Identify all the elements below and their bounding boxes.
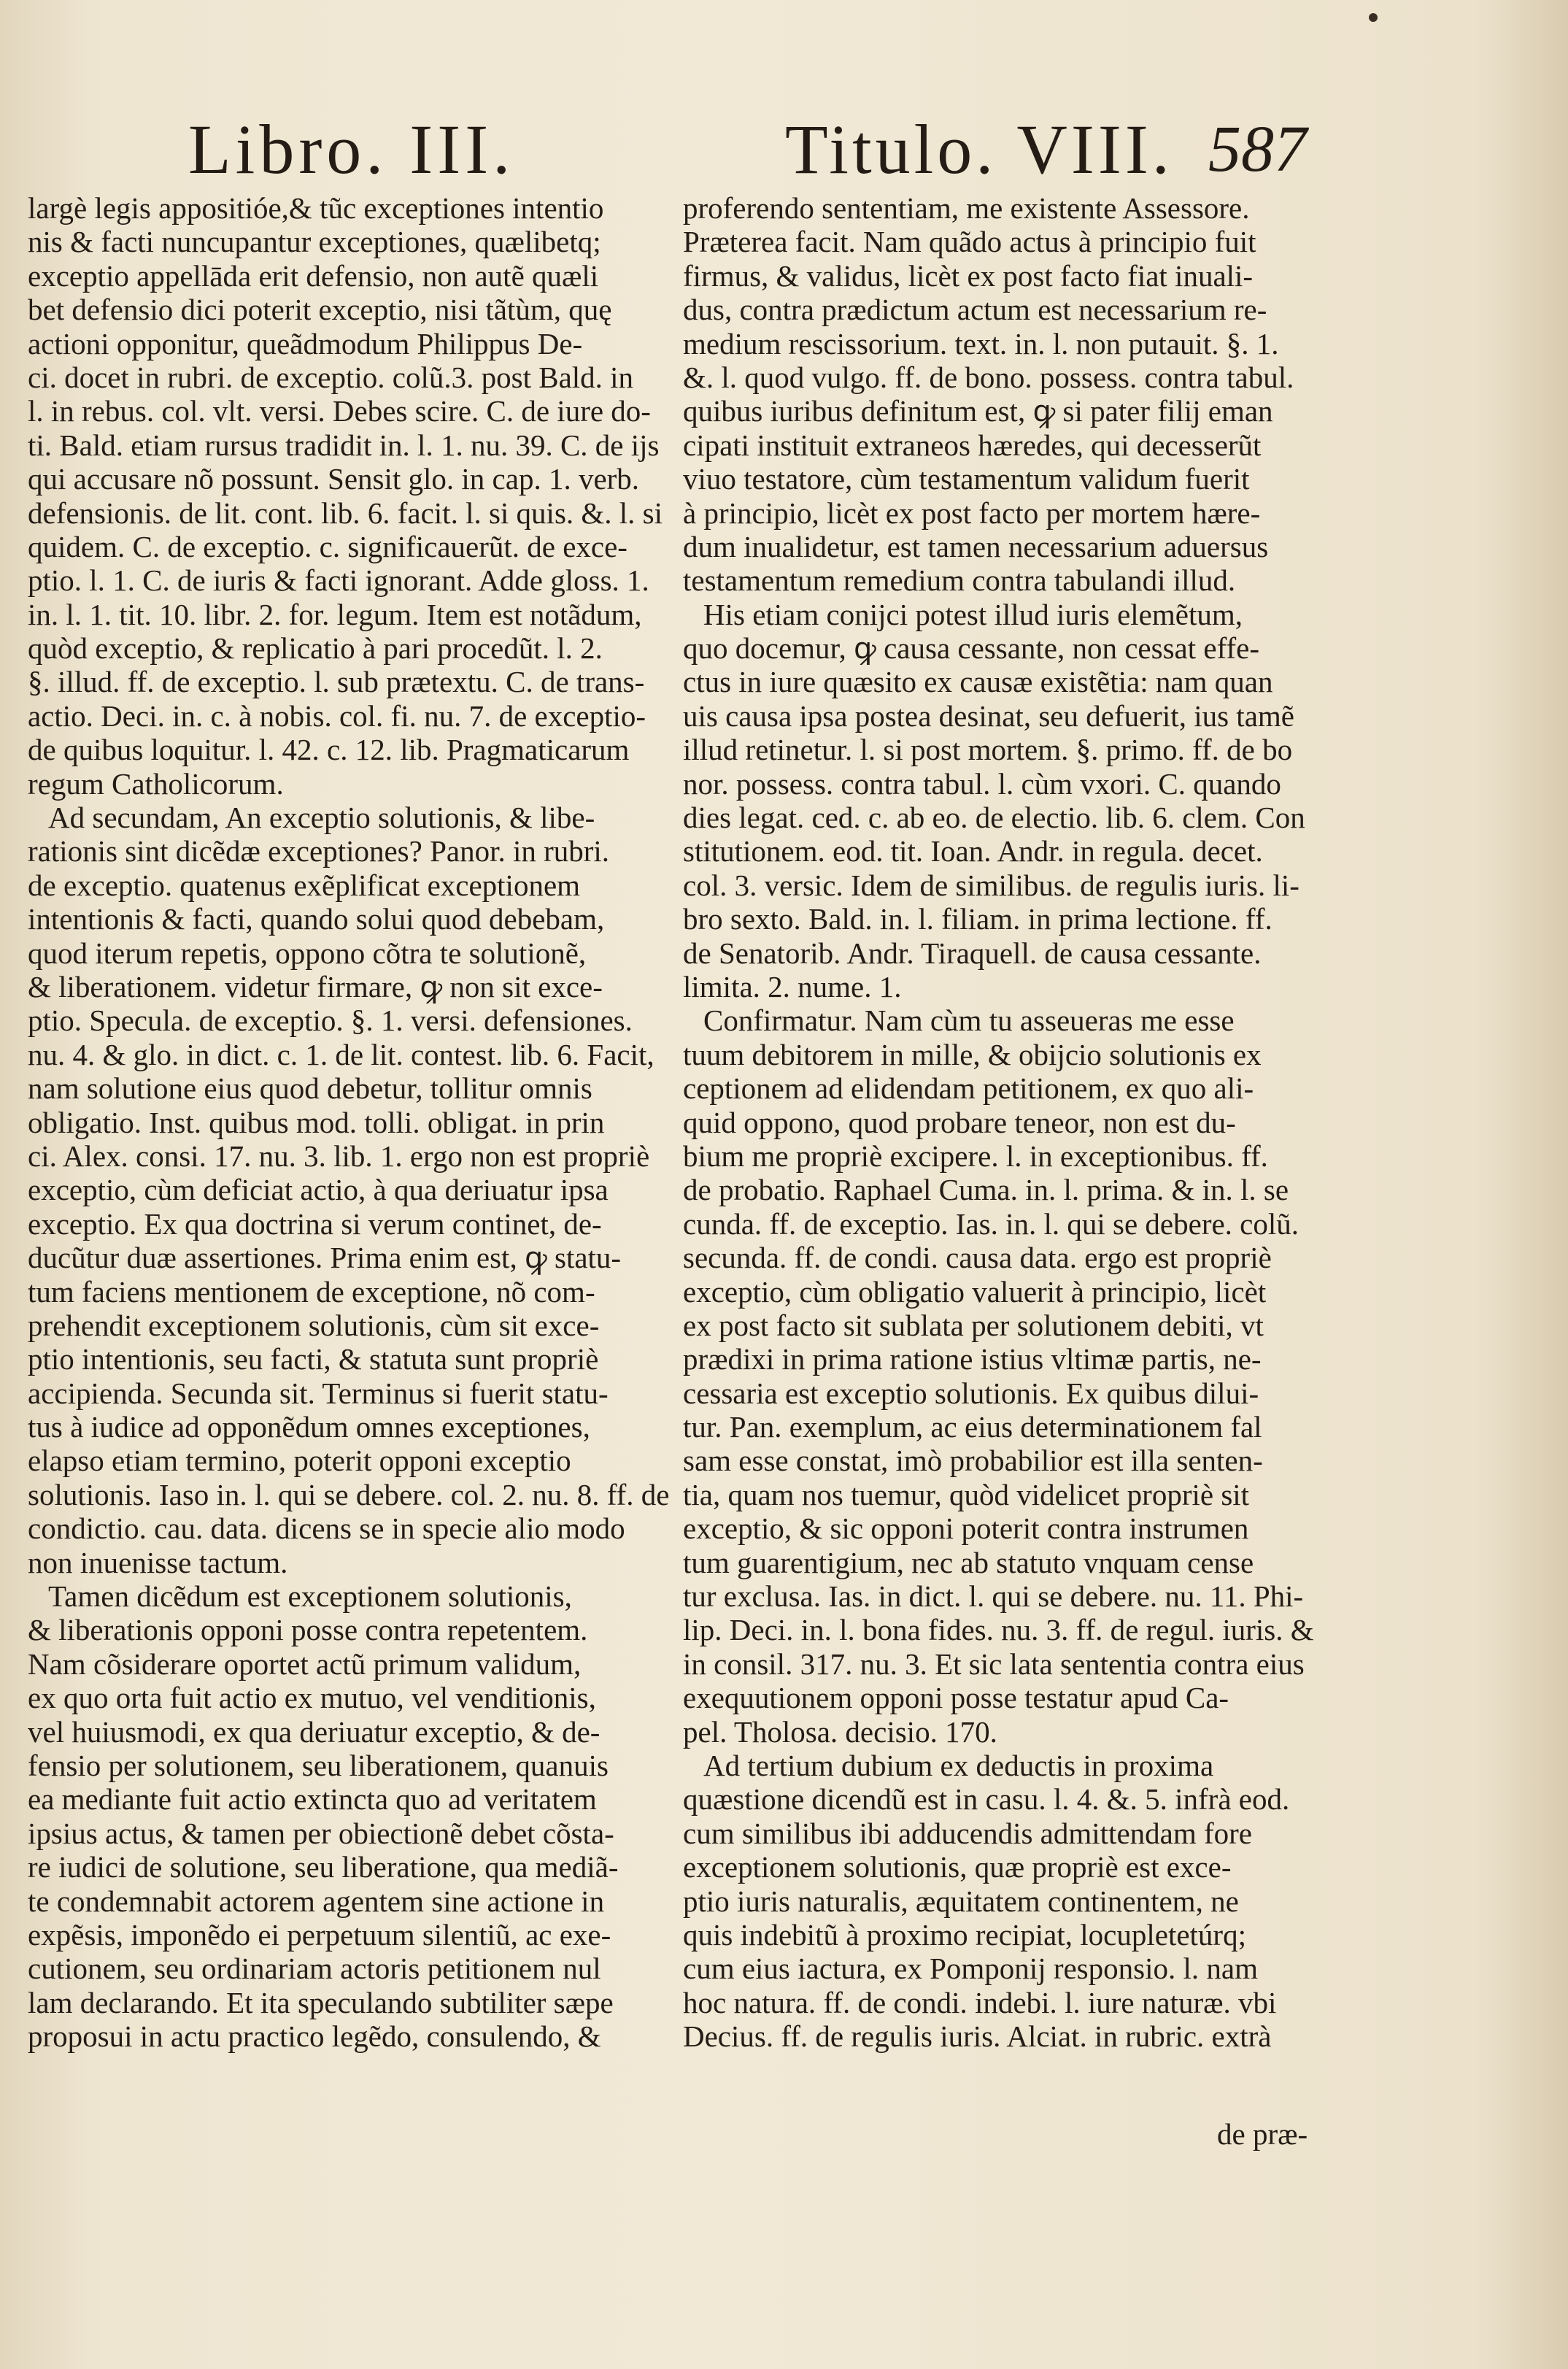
text-line: quid oppono, quod probare teneor, non est du-: [683, 1105, 1236, 1139]
text-line: dus, contra prædictum actum est necessarium re-: [683, 293, 1267, 327]
text-line: ptio. l. 1. C. de iuris & facti ignorant. Adde gloss. 1.: [28, 563, 649, 598]
text-line: prehendit exceptionem solutionis, cùm sit exce-: [28, 1308, 600, 1342]
text-line: exceptio, & sic opponi poterit contra instrumen: [683, 1511, 1249, 1546]
text-line: Præterea facit. Nam quãdo actus à principio fuit: [683, 225, 1256, 259]
text-line: hoc natura. ff. de condi. indebi. l. iure naturæ. vbi: [683, 1985, 1277, 2019]
text-line: elapso etiam termino, poterit opponi exceptio: [28, 1444, 571, 1478]
book-label: Libro. III.: [188, 110, 515, 188]
text-line: te condemnabit actorem agentem sine actione in: [28, 1884, 605, 1918]
text-line: bet defensio dici poterit exceptio, nisi tãtùm, quę: [28, 293, 612, 327]
text-line: secunda. ff. de condi. causa data. ergo est propriè: [683, 1241, 1272, 1275]
right-text-column: [683, 191, 1318, 2053]
text-line: nu. 4. & glo. in dict. c. 1. de lit. contest. lib. 6. Facit,: [28, 1037, 654, 1071]
text-line: ex post facto sit sublata per solutionem debiti, vt: [683, 1308, 1264, 1342]
text-line: medium rescissorium. text. in. l. non putauit. §. 1.: [683, 326, 1279, 361]
text-line: ptio. Specula. de exceptio. §. 1. versi. defensiones.: [28, 1004, 633, 1038]
text-line: ti. Bald. etiam rursus tradidit in. l. 1. nu. 39. C. de ijs: [28, 428, 660, 462]
text-line: ea mediante fuit actio extincta quo ad veritatem: [28, 1782, 597, 1817]
text-line: de Senatorib. Andr. Tiraquell. de causa cessante.: [683, 936, 1262, 970]
ink-spot: [1369, 13, 1378, 22]
text-line: vel huiusmodi, ex qua deriuatur exceptio, & de-: [28, 1714, 600, 1749]
text-line: quod iterum repetis, oppono cõtra te solutionẽ,: [28, 936, 587, 970]
text-line: cunda. ff. de exceptio. Ias. in. l. qui se debere. colũ.: [683, 1206, 1299, 1241]
text-line: de probatio. Raphael Cuma. in. l. prima. & in. l. se: [683, 1173, 1289, 1207]
text-line: limita. 2. nume. 1.: [683, 969, 902, 1004]
text-line: stitutionem. eod. tit. Ioan. Andr. in regula. decet.: [683, 834, 1263, 868]
text-line: exceptio. Ex qua doctrina si verum continet, de-: [28, 1206, 602, 1241]
text-line: exequutionem opponi posse testatur apud Ca-: [683, 1681, 1229, 1715]
text-line: exceptio, cùm obligatio valuerit à principio, licèt: [683, 1274, 1267, 1309]
text-line: nis & facti nuncupantur exceptiones, quælibetq;: [28, 225, 601, 259]
text-line: quis indebitũ à proximo recipiat, locupletetúrq;: [683, 1917, 1246, 1952]
text-line: col. 3. versic. Idem de similibus. de regulis iuris. li-: [683, 868, 1299, 902]
text-line: §. illud. ff. de exceptio. l. sub prætextu. C. de trans-: [28, 665, 645, 699]
text-line: tur exclusa. Ias. in dict. l. qui se debere. nu. 11. Phi-: [683, 1579, 1304, 1614]
text-line: quòd exceptio, & replicatio à pari procedũt. l. 2.: [28, 631, 603, 666]
text-line: proferendo sententiam, me existente Assessore.: [683, 191, 1250, 225]
text-line: condictio. cau. data. dicens se in specie alio modo: [28, 1511, 625, 1546]
text-line: cum similibus ibi adducendis admittendam fore: [683, 1816, 1252, 1850]
text-line: fensio per solutionem, seu liberationem, quanuis: [28, 1748, 609, 1782]
text-line: &. l. quod vulgo. ff. de bono. possess. contra tabul.: [683, 360, 1294, 394]
title-label: Titulo. VIII.: [785, 110, 1173, 188]
text-line: qui accusare nõ possunt. Sensit glo. in cap. 1. verb.: [28, 462, 640, 496]
text-line: cutionem, seu ordinariam actoris petitionem nul: [28, 1952, 601, 1986]
text-line: proposui in actu practico legẽdo, consulendo, &: [28, 2019, 601, 2054]
text-line: tia, quam nos tuemur, quòd videlicet propriè sit: [683, 1477, 1250, 1511]
text-line: rationis sint dicẽdæ exceptiones? Panor. in rubri.: [28, 834, 610, 868]
page-number: 587: [1208, 113, 1307, 185]
text-line: ci. Alex. consi. 17. nu. 3. lib. 1. ergo non est propriè: [28, 1139, 650, 1173]
text-line: quibus iuribus definitum est, ꝙ si pater filij eman: [683, 394, 1273, 428]
text-line: ipsius actus, & tamen per obiectionẽ debet cõsta-: [28, 1816, 614, 1850]
text-line: pel. Tholosa. decisio. 170.: [683, 1714, 997, 1749]
text-line: actioni opponitur, queãdmodum Philippus De-: [28, 326, 583, 361]
text-line: Ad secundam, An exceptio solutionis, & libe-: [48, 801, 595, 835]
text-line: tum guarentigium, nec ab statuto vnquam cense: [683, 1545, 1254, 1579]
text-line: ptio iuris naturalis, æquitatem continentem, ne: [683, 1884, 1239, 1918]
text-line: prædixi in prima ratione istius vltimæ partis, ne-: [683, 1342, 1262, 1376]
text-line: tuum debitorem in mille, & obijcio solutionis ex: [683, 1037, 1262, 1071]
left-text-column: [28, 191, 714, 2053]
text-line: illud retinetur. l. si post mortem. §. primo. ff. de bo: [683, 733, 1293, 767]
text-line: defensionis. de lit. cont. lib. 6. facit. l. si quis. &. l. si: [28, 496, 663, 530]
text-line: exceptio appellāda erit defensio, non autẽ quæli: [28, 258, 599, 293]
text-line: firmus, & validus, licèt ex post facto fiat inuali-: [683, 258, 1254, 293]
text-line: ex quo orta fuit actio ex mutuo, vel venditionis,: [28, 1681, 596, 1715]
text-line: Nam cõsiderare oportet actũ primum validum,: [28, 1646, 582, 1681]
text-line: intentionis & facti, quando solui quod debebam,: [28, 902, 605, 936]
text-line: ceptionem ad elidendam petitionem, ex quo ali-: [683, 1071, 1254, 1106]
text-line: non inuenisse tactum.: [28, 1545, 288, 1579]
text-line: in. l. 1. tit. 10. libr. 2. for. legum. Item est notãdum,: [28, 597, 642, 631]
text-line: & liberationis opponi posse contra repetentem.: [28, 1613, 588, 1647]
text-line: & liberationem. videtur firmare, ꝙ non sit exce-: [28, 969, 603, 1004]
running-header: [0, 109, 1568, 190]
text-line: obligatio. Inst. quibus mod. tolli. obligat. in prin: [28, 1105, 605, 1139]
text-line: ptio intentionis, seu facti, & statuta sunt propriè: [28, 1342, 599, 1376]
text-line: regum Catholicorum.: [28, 766, 284, 801]
text-line: quidem. C. de exceptio. c. significauerũt. de exce-: [28, 529, 627, 563]
text-line: ci. docet in rubri. de exceptio. colũ.3. post Bald. in: [28, 360, 634, 394]
text-line: quo docemur, ꝙ causa cessante, non cessat effe-: [683, 631, 1259, 666]
text-line: Decius. ff. de regulis iuris. Alciat. in rubric. extrà: [683, 2019, 1272, 2054]
text-line: viuo testatore, cùm testamentum validum fuerit: [683, 462, 1250, 496]
text-line: tur. Pan. exemplum, ac eius determinationem fal: [683, 1410, 1262, 1444]
text-line: actio. Deci. in. c. à nobis. col. fi. nu. 7. de exceptio-: [28, 698, 646, 733]
text-line: in consil. 317. nu. 3. Et sic lata sententia contra eius: [683, 1646, 1305, 1681]
text-line: cum eius iactura, ex Pomponij responsio. l. nam: [683, 1952, 1258, 1986]
text-line: nam solutione eius quod debetur, tollitur omnis: [28, 1071, 592, 1106]
text-line: exceptionem solutionis, quæ propriè est exce-: [683, 1850, 1232, 1884]
text-line: Ad tertium dubium ex deductis in proxima: [703, 1748, 1214, 1782]
text-line: expẽsis, imponẽdo ei perpetuum silentiũ, ac exe-: [28, 1917, 611, 1952]
text-line: cessaria est exceptio solutionis. Ex quibus dilui-: [683, 1376, 1259, 1410]
text-line: dies legat. ced. c. ab eo. de electio. lib. 6. clem. Con: [683, 801, 1305, 835]
text-line: de quibus loquitur. l. 42. c. 12. lib. Pragmaticarum: [28, 733, 630, 767]
text-line: tus à iudice ad opponẽdum omnes exceptiones,: [28, 1410, 590, 1444]
text-line: cipati instituit extraneos hæredes, qui decesserũt: [683, 428, 1262, 462]
text-line: Confirmatur. Nam cùm tu asseueras me esse: [703, 1004, 1235, 1038]
text-line: lip. Deci. in. l. bona fides. nu. 3. ff. de regul. iuris. &: [683, 1613, 1314, 1647]
text-line: nor. possess. contra tabul. l. cùm vxori. C. quando: [683, 766, 1281, 801]
text-line: re iudici de solutione, seu liberatione, qua mediã-: [28, 1850, 619, 1884]
text-line: largè legis appositióe,& tũc exceptiones intentio: [28, 191, 604, 225]
text-line: accipienda. Secunda sit. Terminus si fuerit statu-: [28, 1376, 609, 1410]
text-line: tum faciens mentionem de exceptione, nõ com-: [28, 1274, 595, 1309]
text-line: uis causa ipsa postea desinat, seu defuerit, ius tamẽ: [683, 698, 1294, 733]
text-line: l. in rebus. col. vlt. versi. Debes scire. C. de iure do-: [28, 394, 651, 428]
text-line: bium me propriè excipere. l. in exceptionibus. ff.: [683, 1139, 1268, 1173]
text-line: His etiam conijci potest illud iuris elemẽtum,: [703, 597, 1243, 631]
text-line: exceptio, cùm deficiat actio, à qua deriuatur ipsa: [28, 1173, 609, 1207]
text-line: ducũtur duæ assertiones. Prima enim est, ꝙ statu-: [28, 1241, 622, 1275]
text-line: Tamen dicẽdum est exceptionem solutionis,: [48, 1579, 572, 1614]
text-line: ctus in iure quæsito ex causæ existẽtia: nam quan: [683, 665, 1273, 699]
text-line: de exceptio. quatenus exẽplificat exceptionem: [28, 868, 581, 902]
text-line: testamentum remedium contra tabulandi illud.: [683, 563, 1236, 598]
text-line: quæstione dicendũ est in casu. l. 4. &. 5. infrà eod.: [683, 1782, 1290, 1817]
catchword: de præ-: [1217, 2117, 1308, 2151]
text-line: solutionis. Iaso in. l. qui se debere. col. 2. nu. 8. ff. de: [28, 1477, 670, 1511]
text-line: à principio, licèt ex post facto per mortem hære-: [683, 496, 1261, 530]
text-line: bro sexto. Bald. in. l. filiam. in prima lectione. ff.: [683, 902, 1272, 936]
text-line: dum inualidetur, est tamen necessarium aduersus: [683, 529, 1269, 563]
text-line: sam esse constat, imò probabilior est illa senten-: [683, 1444, 1263, 1478]
text-line: lam declarando. Et ita speculando subtiliter sæpe: [28, 1985, 614, 2019]
